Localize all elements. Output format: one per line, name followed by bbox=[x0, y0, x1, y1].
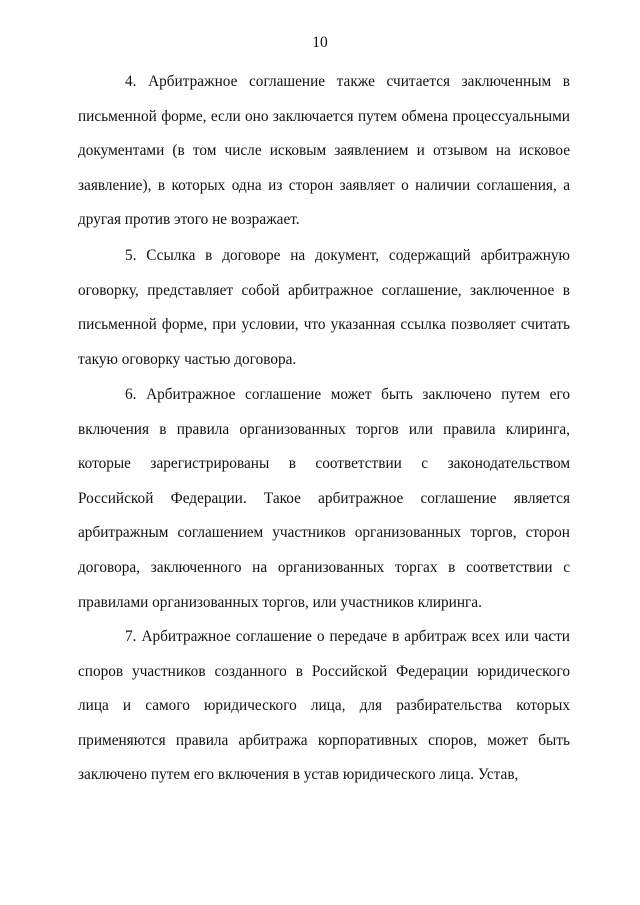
paragraph-clause-5: 5. Ссылка в договоре на документ, содержащий арбитражную оговорку, представляет собой арбитражное соглашение, заключенное в письменной форме, при условии, что указанная ссылка позволяет считать такую оговорку частью договора. bbox=[78, 247, 570, 368]
page-number: 10 bbox=[312, 34, 328, 51]
paragraph-clause-6: 6. Арбитражное соглашение может быть заключено путем его включения в правила организованных торгов или правила клиринга, которые зарегистрированы в соответствии с законодательством Российской Федерации. Такое арбитражное соглашение является арбитражным соглашением участников организованных торгов, сторон договора, заключенного на организованных торгах в соответствии с правилами организованных торгов, или участников клиринга. bbox=[78, 386, 570, 611]
paragraph-clause-7: 7. Арбитражное соглашение о передаче в арбитраж всех или части споров участников созданного в Российской Федерации юридического лица и самого юридического лица, для разбирательства которых применяются правила арбитража корпоративных споров, может быть заключено путем его включения в устав юридического лица. Устав, bbox=[78, 628, 570, 784]
paragraph-clause-4: 4. Арбитражное соглашение также считается заключенным в письменной форме, если оно заключается путем обмена процессуальными документами (в том числе исковым заявлением и отзывом на исковое заявление), в которых одна из сторон заявляет о наличии соглашения, а другая против этого не возражает. bbox=[78, 73, 570, 229]
